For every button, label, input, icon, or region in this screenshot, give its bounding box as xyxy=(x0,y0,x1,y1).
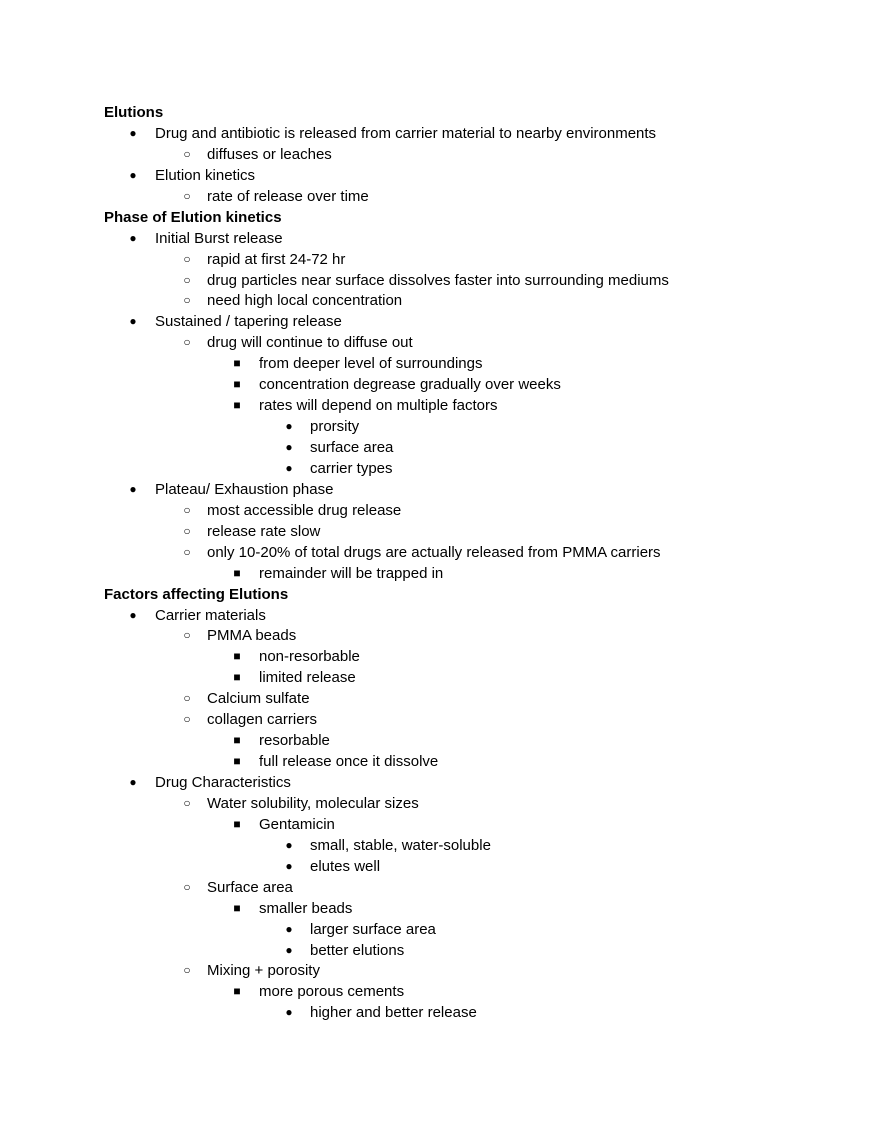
hollow-circle-bullet-icon: ○ xyxy=(183,544,191,559)
list-item-text: only 10-20% of total drugs are actually released from PMMA carriers xyxy=(207,543,661,561)
list-item xyxy=(0,940,880,961)
hollow-circle-bullet-icon: ○ xyxy=(183,628,191,643)
list-item xyxy=(0,919,880,940)
hollow-circle-bullet-icon: ○ xyxy=(183,188,191,203)
list-item-text: Drug and antibiotic is released from carrier material to nearby environments xyxy=(155,124,657,142)
list-item xyxy=(0,960,880,981)
bullet-icon: ● xyxy=(285,440,293,454)
list-item-text: Sustained / tapering release xyxy=(155,313,342,331)
list-item xyxy=(0,332,880,353)
list-item xyxy=(0,1002,880,1023)
square-bullet-icon: ■ xyxy=(233,900,241,915)
list-item xyxy=(0,123,880,144)
list-item xyxy=(0,395,880,416)
list-item xyxy=(0,856,880,877)
list-item xyxy=(0,353,880,374)
document-body xyxy=(0,102,880,1023)
square-bullet-icon: ■ xyxy=(233,398,241,413)
hollow-circle-bullet-icon: ○ xyxy=(183,272,191,287)
bullet-icon: ● xyxy=(129,125,137,140)
list-item xyxy=(0,981,880,1002)
bullet-icon: ● xyxy=(129,230,137,245)
bullet-icon: ● xyxy=(285,1005,293,1020)
list-item xyxy=(0,835,880,856)
list-item-text: drug will continue to diffuse out xyxy=(207,334,413,352)
hollow-circle-bullet-icon: ○ xyxy=(183,146,191,161)
square-bullet-icon: ■ xyxy=(233,984,241,999)
list-item-text: Mixing + porosity xyxy=(207,962,320,980)
hollow-circle-bullet-icon: ○ xyxy=(183,251,191,266)
list-item-text: need high local concentration xyxy=(207,292,403,310)
list-item xyxy=(0,814,880,835)
bullet-icon: ● xyxy=(129,481,137,496)
list-item-text: collagen carriers xyxy=(207,711,318,729)
heading-text: Factors affecting Elutions xyxy=(104,585,289,603)
hollow-circle-bullet-icon: ○ xyxy=(183,502,191,517)
section-heading xyxy=(0,584,880,605)
square-bullet-icon: ■ xyxy=(233,816,241,831)
list-item xyxy=(0,186,880,207)
bullet-icon: ● xyxy=(129,775,137,789)
list-item-text: Plateau/ Exhaustion phase xyxy=(155,480,334,498)
list-item-text: non-resorbable xyxy=(259,648,360,666)
list-item-text: surface area xyxy=(310,439,394,456)
list-item xyxy=(0,374,880,395)
list-item xyxy=(0,165,880,186)
list-item xyxy=(0,311,880,332)
section-heading xyxy=(0,102,880,123)
list-item xyxy=(0,290,880,311)
bullet-icon: ● xyxy=(285,837,293,852)
list-item xyxy=(0,877,880,898)
list-item xyxy=(0,625,880,646)
list-item xyxy=(0,458,880,479)
square-bullet-icon: ■ xyxy=(233,649,241,664)
list-item-text: Water solubility, molecular sizes xyxy=(207,794,419,812)
bullet-icon: ● xyxy=(129,607,137,622)
list-item xyxy=(0,500,880,521)
list-item-text: higher and better release xyxy=(310,1004,477,1022)
list-item xyxy=(0,688,880,709)
hollow-circle-bullet-icon: ○ xyxy=(183,691,191,706)
bullet-icon: ● xyxy=(129,167,137,182)
list-item xyxy=(0,542,880,563)
square-bullet-icon: ■ xyxy=(233,733,241,748)
bullet-icon: ● xyxy=(285,858,293,873)
list-item-text: rapid at first 24-72 hr xyxy=(207,250,346,268)
bullet-icon: ● xyxy=(285,460,293,475)
list-item-text: Surface area xyxy=(207,878,293,896)
section-heading xyxy=(0,207,880,228)
hollow-circle-bullet-icon: ○ xyxy=(183,795,191,810)
list-item-text: rate of release over time xyxy=(207,187,369,205)
list-item-text: rates will depend on multiple factors xyxy=(259,397,498,415)
list-item-text: Gentamicin xyxy=(259,815,335,833)
list-item xyxy=(0,144,880,165)
hollow-circle-bullet-icon: ○ xyxy=(183,879,191,894)
hollow-circle-bullet-icon: ○ xyxy=(183,293,191,308)
list-item-text: most accessible drug release xyxy=(207,501,402,519)
list-item xyxy=(0,479,880,500)
list-item-text: concentration degrease gradually over weeks xyxy=(259,376,561,394)
list-item-text: PMMA beads xyxy=(207,627,297,645)
square-bullet-icon: ■ xyxy=(233,565,241,580)
list-item-text: from deeper level of surroundings xyxy=(259,355,483,373)
hollow-circle-bullet-icon: ○ xyxy=(183,335,191,350)
list-item-text: full release once it dissolve xyxy=(259,753,439,771)
bullet-icon: ● xyxy=(285,921,293,936)
list-item xyxy=(0,751,880,772)
bullet-icon: ● xyxy=(129,314,137,329)
list-item xyxy=(0,898,880,919)
list-item-text: Initial Burst release xyxy=(155,229,283,247)
list-item-text: Drug Characteristics xyxy=(155,774,291,791)
list-item xyxy=(0,772,880,793)
list-item-text: resorbable xyxy=(259,732,330,750)
heading-text: Phase of Elution kinetics xyxy=(104,208,282,226)
list-item xyxy=(0,437,880,458)
square-bullet-icon: ■ xyxy=(233,377,241,392)
hollow-circle-bullet-icon: ○ xyxy=(183,712,191,727)
square-bullet-icon: ■ xyxy=(233,670,241,685)
list-item xyxy=(0,646,880,667)
list-item-text: Carrier materials xyxy=(155,606,266,624)
list-item-text: more porous cements xyxy=(259,983,405,1001)
list-item-text: better elutions xyxy=(310,941,405,959)
list-item xyxy=(0,605,880,626)
list-item xyxy=(0,730,880,751)
heading-text: Elutions xyxy=(104,104,164,121)
list-item-text: larger surface area xyxy=(310,920,436,938)
list-item-text: small, stable, water-soluble xyxy=(310,836,491,854)
list-item-text: prorsity xyxy=(310,418,360,436)
list-item-text: Calcium sulfate xyxy=(207,690,310,708)
list-item xyxy=(0,793,880,814)
list-item-text: smaller beads xyxy=(259,899,353,917)
list-item-text: elutes well xyxy=(310,857,381,875)
list-item xyxy=(0,270,880,291)
list-item-text: Elution kinetics xyxy=(155,166,256,184)
hollow-circle-bullet-icon: ○ xyxy=(183,523,191,538)
list-item-text: limited release xyxy=(259,669,356,687)
list-item-text: diffuses or leaches xyxy=(207,145,332,163)
list-item xyxy=(0,416,880,437)
list-item xyxy=(0,228,880,249)
list-item-text: carrier types xyxy=(310,459,393,477)
square-bullet-icon: ■ xyxy=(233,356,241,371)
square-bullet-icon: ■ xyxy=(233,754,241,769)
hollow-circle-bullet-icon: ○ xyxy=(183,963,191,978)
list-item xyxy=(0,521,880,542)
list-item xyxy=(0,249,880,270)
list-item-text: remainder will be trapped in xyxy=(259,564,444,582)
list-item-text: release rate slow xyxy=(207,522,321,540)
list-item xyxy=(0,709,880,730)
list-item-text: drug particles near surface dissolves faster into surrounding mediums xyxy=(207,271,669,289)
list-item xyxy=(0,667,880,688)
bullet-icon: ● xyxy=(285,419,293,434)
bullet-icon: ● xyxy=(285,942,293,957)
list-item xyxy=(0,563,880,584)
